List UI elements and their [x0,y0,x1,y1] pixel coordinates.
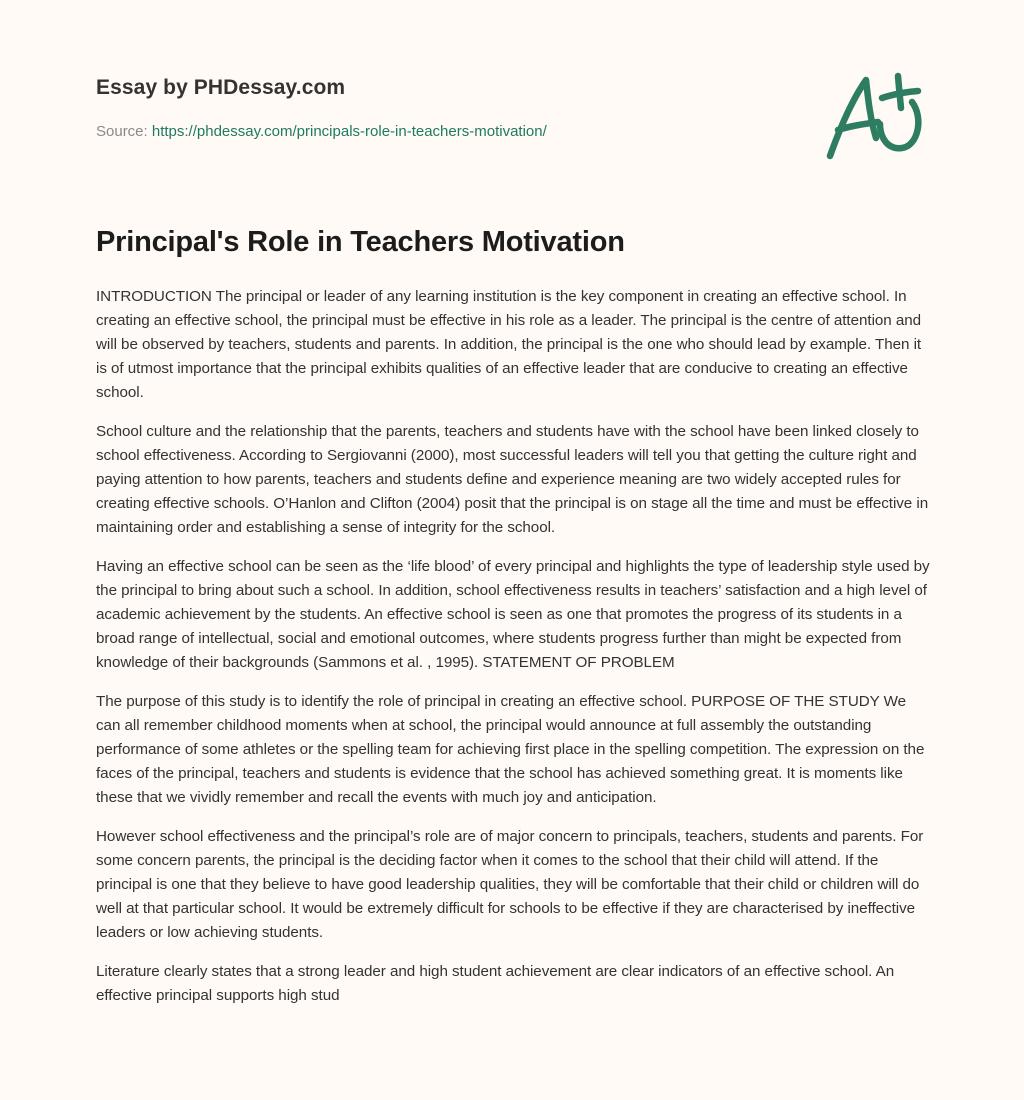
brand-title: Essay by PHDessay.com [96,76,346,99]
essay-page [96,0,932,1004]
essay-title: Principal's Role in Teachers Motivation [96,226,625,258]
essay-paragraph: INTRODUCTION The principal or leader of any learning institution is the key component in creating an effective school. In creating an effective school, the principal must be effective in his role as a leader. The principal is the centre of attention and will be observed by teachers, students and parents. In addition, the principal is the one who should lead by example. Then it is of utmost importance that the principal exhibits qualities of an effective leader that are conducive to creating an effective school. [96,288,922,401]
source-link[interactable]: https://phdessay.com/principals-role-in-teachers-motivation/ [151,123,547,140]
essay-paragraph: However school effectiveness and the principal’s role are of major concern to principals, teachers, students and parents. For some concern parents, the principal is the deciding factor when it comes to the school that their child will attend. If the principal is one that they believe to have good leadership qualities, they will be comfortable that their child or children will do well at that particular school. It would be extremely difficult for schools to be effective if they are characterised by ineffective leaders or low achieving students. [96,828,924,941]
essay-paragraph: Literature clearly states that a strong leader and high student achievement are clear indicators of an effective school. An effective principal supports high stud [96,963,895,1004]
essay-body [96,285,932,1023]
site-header [96,0,932,200]
essay-paragraph: School culture and the relationship that the parents, teachers and students have with the school have been linked closely to school effectiveness. According to Sergiovanni (2000), most successful leaders will tell you that getting the culture right and paying attention to how parents, teachers and students define and experience meaning are two widely accepted rules for creating effective schools. O’Hanlon and Clifton (2004) posit that the principal is on stage all the time and must be effective in maintaining order and establishing a sense of integrity for the school. [96,423,929,536]
source-label: Source: [96,123,152,140]
a-plus-grade-icon [824,68,928,164]
essay-paragraph: The purpose of this study is to identify the role of principal in creating an effective school. PURPOSE OF THE STUDY We can all remember childhood moments when at school, the principal would announce at full assembly the outstanding performance of some athletes or the spelling team for achieving first place in the spelling competition. The expression on the faces of the principal, teachers and students is evidence that the school has achieved something great. It is moments like these that we vividly remember and recall the events with much joy and anticipation. [96,693,925,806]
source-line [96,123,547,140]
essay-paragraph: Having an effective school can be seen as the ‘life blood’ of every principal and highlights the type of leadership style used by the principal to bring about such a school. In addition, school effectiveness results in teachers’ satisfaction and a high level of academic achievement by the students. An effective school is seen as one that promotes the progress of its students in a broad range of intellectual, social and emotional outcomes, where students progress further than might be expected from knowledge of their backgrounds (Sammons et al. , 1995). STATEMENT OF PROBLEM [96,558,930,671]
